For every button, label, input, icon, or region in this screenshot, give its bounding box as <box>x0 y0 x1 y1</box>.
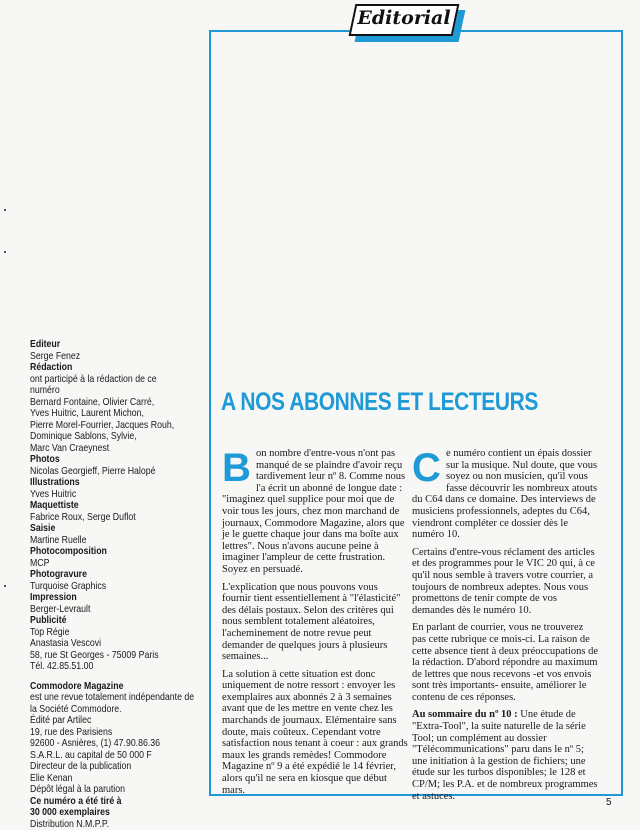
margin-mark <box>4 209 6 211</box>
article-column-left <box>222 448 408 802</box>
credit-heading: 30 000 exemplaires <box>30 807 205 819</box>
credit-heading: Ce numéro a été tiré à <box>30 796 205 808</box>
article-column-right <box>412 448 598 808</box>
credit-heading: Editeur <box>30 339 205 351</box>
paragraph <box>412 547 598 617</box>
credit-line: Dépôt légal à la parution <box>30 784 205 796</box>
credit-heading: Photocomposition <box>30 546 205 558</box>
credit-line: MCP <box>30 558 205 570</box>
credit-heading: Commodore Magazine <box>30 681 205 693</box>
paragraph-text: e numéro contient un épais dossier sur la musique. Nul doute, que vous soyez ou non musicien, qu'il vous fasse découvrir les nombreux atouts du C64 dans ce domaine. Des interviews de musiciens professionnels, adeptes du C64, viendront compléter ce dossier dès le numéro 10. <box>412 448 597 540</box>
credit-line: Yves Huitric, Laurent Michon, <box>30 408 205 420</box>
credit-line: Marc Van Craeynest <box>30 443 205 455</box>
right-paragraphs <box>412 448 598 802</box>
credit-line: Anastasia Vescovi <box>30 638 205 650</box>
credit-line: Bernard Fontaine, Olivier Carré, <box>30 397 205 409</box>
credit-heading: Photos <box>30 454 205 466</box>
credit-line: Nicolas Georgieff, Pierre Halopé <box>30 466 205 478</box>
margin-mark <box>4 251 6 253</box>
credit-line: 58, rue St Georges - 75009 Paris <box>30 650 205 662</box>
paragraph <box>222 669 408 797</box>
margin-mark <box>4 585 6 587</box>
page-number: 5 <box>606 797 612 808</box>
credit-heading: Photogravure <box>30 569 205 581</box>
credit-line: Édité par Artilec <box>30 715 205 727</box>
credit-line: Elie Kenan <box>30 773 205 785</box>
credit-line: Top Régie <box>30 627 205 639</box>
credit-heading: Impression <box>30 592 205 604</box>
paragraph-subhead: Au sommaire du nº 10 : <box>412 709 518 720</box>
credit-line: S.A.R.L. au capital de 50 000 F <box>30 750 205 762</box>
credit-line: Dominique Sablons, Sylvie, <box>30 431 205 443</box>
credit-line <box>30 673 205 681</box>
paragraph <box>412 709 598 802</box>
credit-line: Distribution N.M.P.P. <box>30 819 205 830</box>
dropcap-letter: C <box>412 446 441 490</box>
credit-line: Pierre Morel-Fourrier, Jacques Rouh, <box>30 420 205 432</box>
article-headline: A NOS ABONNES ET LECTEURS <box>221 388 549 417</box>
credit-line: 19, rue des Parisiens <box>30 727 205 739</box>
left-paragraphs <box>222 448 408 796</box>
credit-line: Martine Ruelle <box>30 535 205 547</box>
dropcap-letter: B <box>222 446 251 490</box>
paragraph-text: on nombre d'entre-vous n'ont pas manqué de se plaindre d'avoir reçu tardivement leur nº 8. Comme nous l'a écrit un abonné de longue date : "imaginez quel supplice pour moi que de voir tous les jours, chez mon marchand de journaux, Commodore Magazine, alors que je le guette chaque jour dans ma boîte aux lettres". Nous n'avons aucune peine à imaginer l'ampleur de cette frustration. Soyez en persuadé. <box>222 448 405 575</box>
paragraph <box>222 582 408 663</box>
credit-line: Directeur de la publication <box>30 761 205 773</box>
section-tag-label: Editorial <box>352 7 456 29</box>
credit-line: Turquoise Graphics <box>30 581 205 593</box>
paragraph-text: Certains d'entre-vous réclament des articles et des programmes pour le VIC 20 qui, à ce qu'il nous semble à travers votre courrier, a toujours de nombreux adeptes. Nous vous promettons de tenir compte de vos demandes dès le numéro 10. <box>412 547 595 616</box>
credit-heading: Publicité <box>30 615 205 627</box>
credit-heading: Saisie <box>30 523 205 535</box>
paragraph <box>412 622 598 703</box>
paragraph-text: L'explication que nous pouvons vous fournir tient essentiellement à "l'élasticité" des délais postaux. Selon des critères qui nous semblent totalement aléatoires, l'acheminement de notre revue peut demander de quelques jours à plusieurs semaines... <box>222 582 400 663</box>
paragraph-text: La solution à cette situation est donc uniquement de notre ressort : envoyer les exemplaires aux abonnés 2 à 3 semaines avant que de les mettre en vente chez les marchands de journaux. Elémentaire sans doute, mais coûteux. Cependant votre satisfaction nous tenant à coeur : aux grands maux les grands remèdes! Commodore Magazine nº 9 a été expédié le 14 février, alors qu'il ne sera en kiosque que début mars. <box>222 669 408 796</box>
credit-line: Yves Huitric <box>30 489 205 501</box>
credit-line: Serge Fenez <box>30 351 205 363</box>
paragraph-text: En parlant de courrier, vous ne trouverez pas cette rubrique ce mois-ci. La raison de cette absence tient à deux préoccupations de la rédaction. D'abord répondre au maximum de lettres que nous recevons -et vos envois sont très importants- ensuite, améliorer le contenu de ces réponses. <box>412 622 598 703</box>
dropcap-c <box>412 450 440 484</box>
credit-heading: Illustrations <box>30 477 205 489</box>
credit-line: 92600 - Asnières, (1) 47.90.86.36 <box>30 738 205 750</box>
credit-heading: Maquettiste <box>30 500 205 512</box>
credit-line: Berger-Levrault <box>30 604 205 616</box>
credit-line: ont participé à la rédaction de ce <box>30 374 205 386</box>
credit-line: la Société Commodore. <box>30 704 205 716</box>
credits-masthead <box>30 339 205 830</box>
credit-line: est une revue totalement indépendante de <box>30 692 205 704</box>
section-tag <box>352 4 466 46</box>
credit-line: Fabrice Roux, Serge Duflot <box>30 512 205 524</box>
dropcap-b <box>222 450 250 484</box>
credit-heading: Rédaction <box>30 362 205 374</box>
credit-line: numéro <box>30 385 205 397</box>
paragraph-text: Une étude de "Extra-Tool", la suite naturelle de la série Tool; un complément au dossier "Télécommunications" paru dans le nº 5; une initiation à la gestion de fichiers; une étude sur les turbos disponibles; le 128 et CP/M; les P.A. et de nombreux programmes et astuces. <box>412 709 597 801</box>
credit-line: Tél. 42.85.51.00 <box>30 661 205 673</box>
